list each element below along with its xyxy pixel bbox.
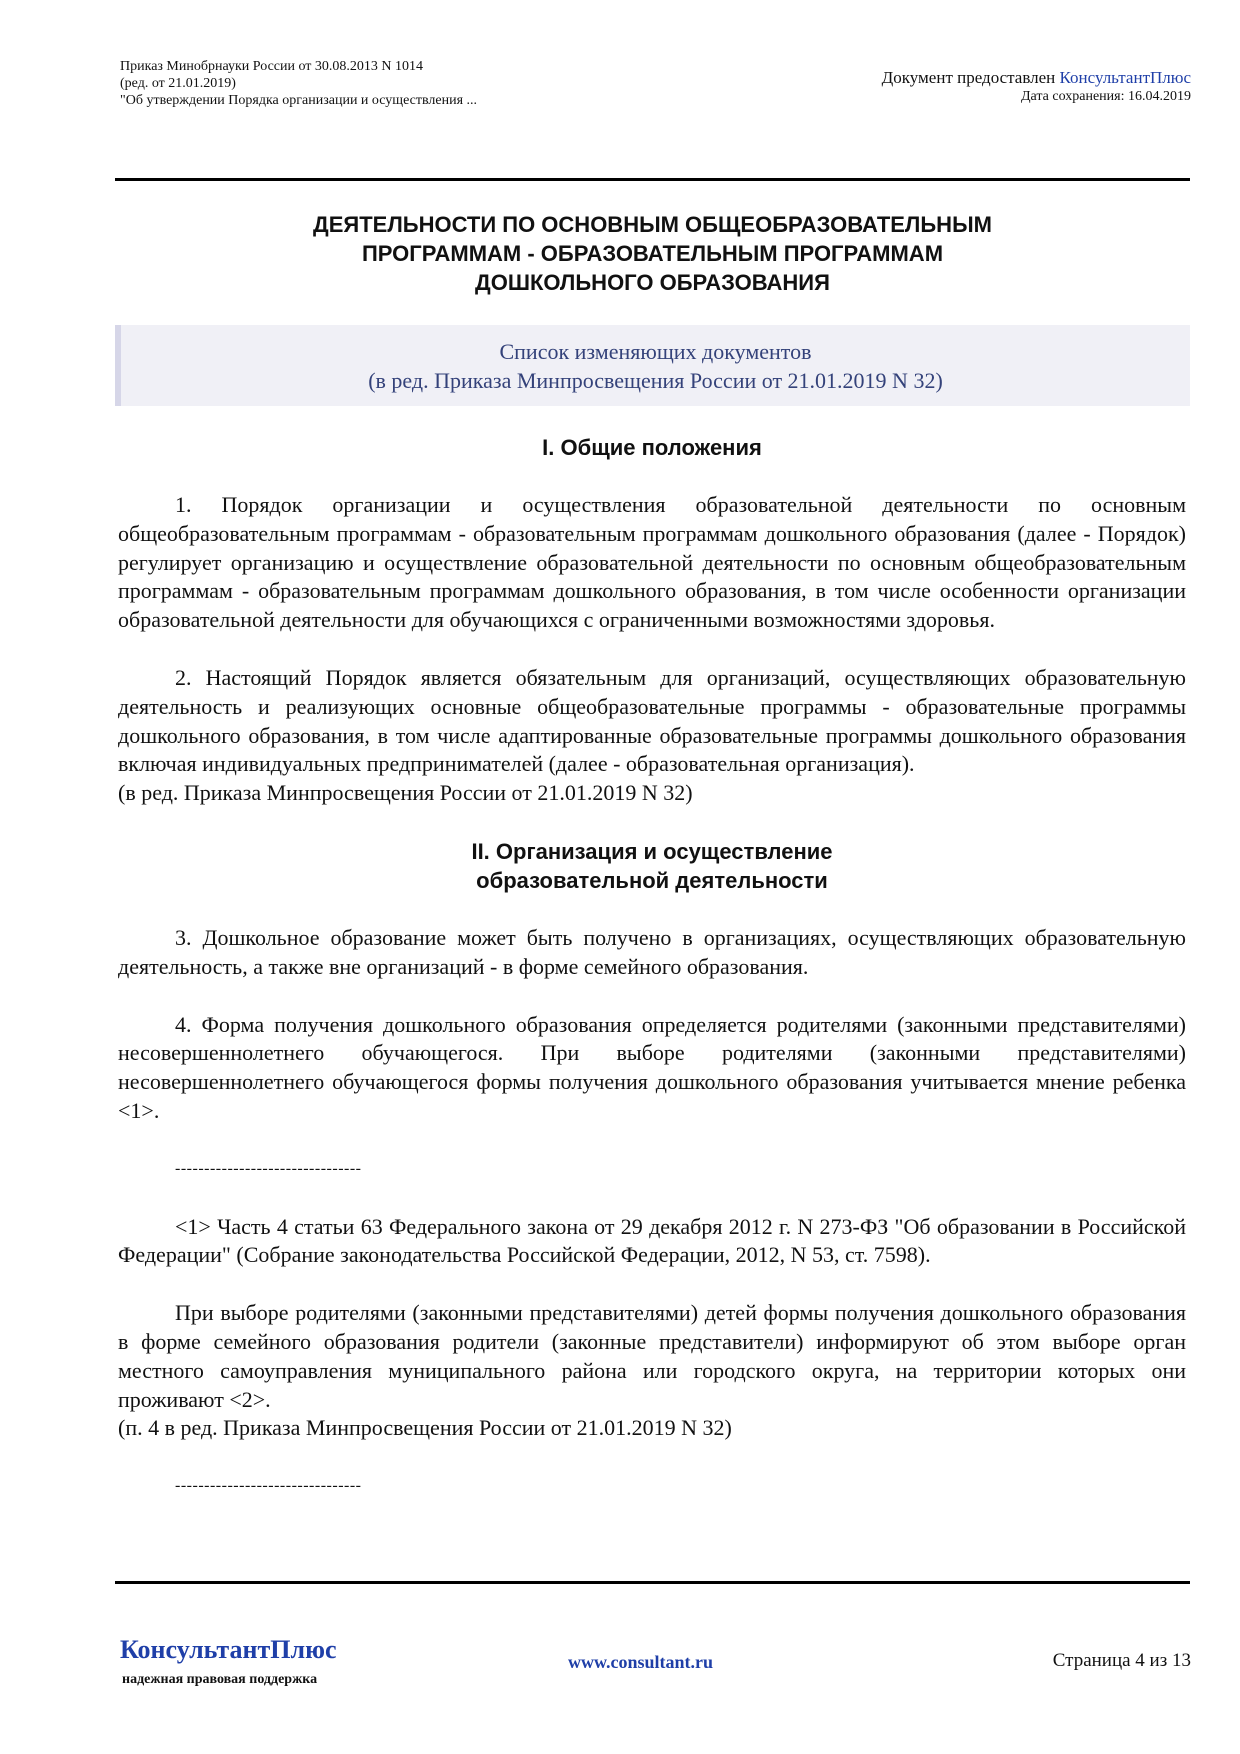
paragraph: 4. Форма получения дошкольного образования определяется родителями (законными представителями) несовершеннолетнего обучающегося. При выборе родителями (законными представителями) несовершеннолетнего обучающегося формы получения дошкольного образования учитывается мнение ребенка <1>.	[118, 1011, 1186, 1123]
header-document-reference	[120, 58, 640, 109]
footer-url-link[interactable]: www.consultant.ru	[568, 1652, 714, 1672]
provided-by-label: Документ предоставлен	[881, 68, 1060, 87]
paragraph: 3. Дошкольное образование может быть получено в организациях, осуществляющих образовательную деятельность, а также вне организаций - в форме семейного образования.	[118, 924, 1186, 979]
footer-divider	[115, 1581, 1190, 1584]
amendments-box	[115, 325, 1190, 406]
header-line: "Об утверждении Порядка организации и осуществления ...	[120, 93, 478, 108]
amendment-note[interactable]: (в ред. Приказа Минпросвещения России от 21.01.2019 N 32)	[118, 780, 693, 806]
header-divider	[115, 178, 1190, 181]
footnote-separator: --------------------------------	[175, 1477, 362, 1495]
section-title-line: II. Организация и осуществление	[471, 838, 833, 864]
title-line: ПРОГРАММАМ - ОБРАЗОВАТЕЛЬНЫМ ПРОГРАММАМ	[361, 241, 944, 266]
paragraph: 2. Настоящий Порядок является обязательным для организаций, осуществляющих образовательную деятельность и реализующих основные общеобразовательные программы - образовательные программы дошкольного образования, в том числе адаптированные образовательные программы дошкольного образования включая индивидуальных предпринимателей (далее - образовательная организация).	[118, 664, 1186, 777]
paragraph: 1. Порядок организации и осуществления образовательной деятельности по основным общеобразовательным программам - образовательным программам дошкольного образования (далее - Порядок) регулирует организацию и осуществление образовательной деятельности по основным общеобразовательным программам - образовательным программам дошкольного образования, в том числе особенности организации образовательной деятельности для обучающихся с ограниченными возможностями здоровья.	[118, 492, 1186, 633]
section-title: I. Общие положения	[542, 435, 762, 460]
document-body	[118, 433, 1186, 1501]
title-line: ДОШКОЛЬНОГО ОБРАЗОВАНИЯ	[475, 270, 830, 295]
consultant-brand-link[interactable]: КонсультантПлюс	[1059, 68, 1191, 87]
footnote-separator: --------------------------------	[175, 1159, 362, 1177]
paragraph: При выборе родителями (законными представителями) детей формы получения дошкольного образования в форме семейного образования родители (законные представители) информируют об этом выборе орган местного самоуправления муниципального района или городского округа, на территории которых они проживают <2>.	[118, 1300, 1186, 1412]
page-number: Страница 4 из 13	[1052, 1650, 1191, 1671]
save-date: Дата сохранения: 16.04.2019	[1020, 89, 1191, 104]
amendment-note[interactable]: (п. 4 в ред. Приказа Минпросвещения России от 21.01.2019 N 32)	[118, 1415, 732, 1441]
document-title	[115, 210, 1190, 297]
footer-tagline: надежная правовая поддержка	[122, 1672, 318, 1687]
title-line: ДЕЯТЕЛЬНОСТИ ПО ОСНОВНЫМ ОБЩЕОБРАЗОВАТЕЛЬНЫМ	[313, 212, 992, 237]
footer-logo: КонсультантПлюс	[120, 1635, 337, 1664]
section-title-line: образовательной деятельности	[476, 867, 828, 893]
header-line: Приказ Минобрнауки России от 30.08.2013 N 1014	[120, 59, 424, 74]
amendments-heading: Список изменяющих документов	[499, 339, 812, 364]
amendments-link[interactable]: (в ред. Приказа Минпросвещения России от 21.01.2019 N 32)	[368, 368, 943, 393]
header-provider	[731, 68, 1191, 106]
section-title	[118, 837, 1186, 895]
footnote: <1> Часть 4 статьи 63 Федерального закона от 29 декабря 2012 г. N 273-ФЗ "Об образовании в Российской Федерации" (Собрание законодательства Российской Федерации, 2012, N 53, ст. 7598).	[118, 1213, 1186, 1268]
header-line: (ред. от 21.01.2019)	[120, 76, 236, 91]
